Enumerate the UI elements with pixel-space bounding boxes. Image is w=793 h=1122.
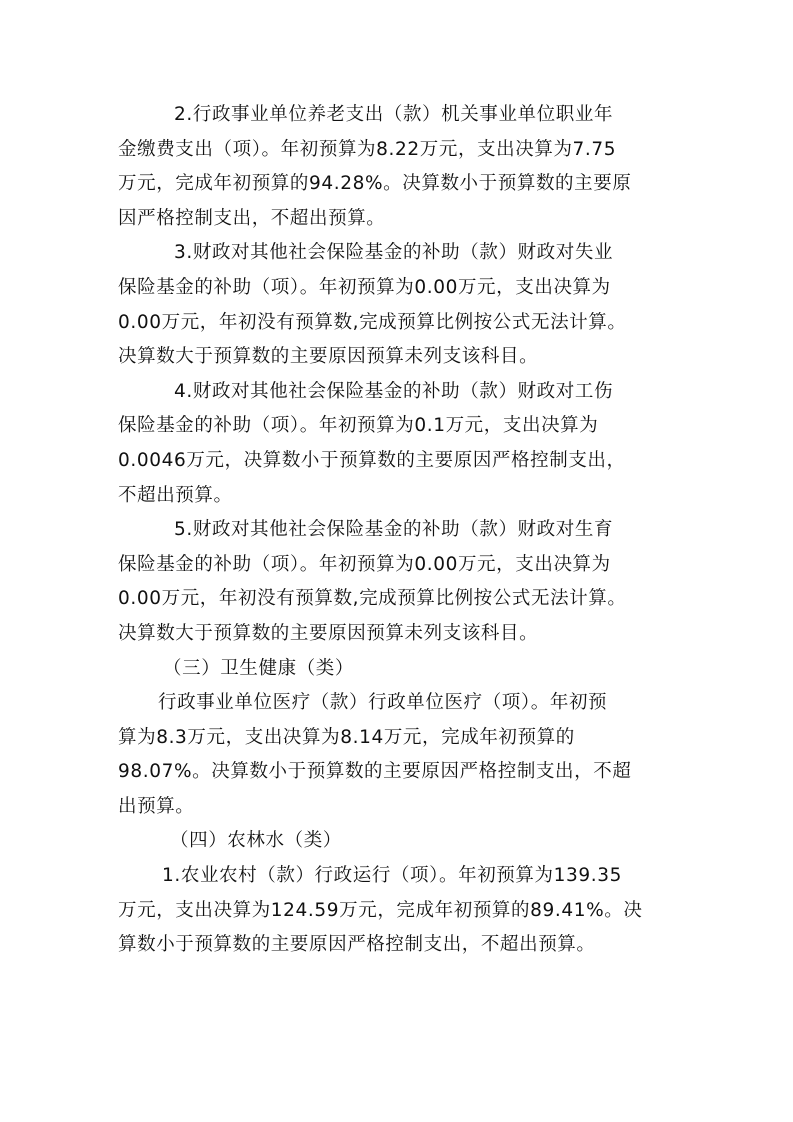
text-line: 保险基金的补助（项）。年初预算为0.1万元，支出决算为 [118, 415, 599, 437]
text-line: 决算数大于预算数的主要原因预算未列支该科目。 [118, 346, 539, 368]
text-line: 金缴费支出（项）。年初预算为8.22万元，支出决算为7.75 [118, 138, 617, 160]
paragraph-maternity [118, 513, 678, 651]
text-line: 万元，支出决算为124.59万元，完成年初预算的89.41%。决 [118, 899, 643, 921]
document-page [118, 98, 678, 963]
paragraph-unemployment [118, 236, 678, 374]
paragraph-pension [118, 98, 678, 236]
text-line: 行政事业单位医疗（款）行政单位医疗（项）。年初预 [158, 692, 608, 714]
heading-health [118, 652, 678, 687]
text-line: 万元，完成年初预算的94.28%。决算数小于预算数的主要原 [118, 173, 632, 195]
section-heading: （四）农林水（类） [170, 830, 342, 852]
text-line: 2.行政事业单位养老支出（款）机关事业单位职业年 [174, 104, 614, 125]
text-line: 决算数大于预算数的主要原因预算未列支该科目。 [118, 622, 539, 644]
paragraph-health [118, 686, 678, 824]
text-line: 5.财政对其他社会保险基金的补助（款）财政对生育 [174, 519, 614, 541]
text-line: 0.0046万元，决算数小于预算数的主要原因严格控制支出， [118, 449, 626, 471]
text-line: 3.财政对其他社会保险基金的补助（款）财政对失业 [174, 242, 614, 264]
section-heading: （三）卫生健康（类） [163, 657, 355, 679]
text-line: 4.财政对其他社会保险基金的补助（款）财政对工伤 [174, 380, 614, 402]
text-line: 不超出预算。 [118, 484, 233, 506]
text-line: 保险基金的补助（项）。年初预算为0.00万元，支出决算为 [118, 276, 611, 298]
text-line: 0.00万元，年初没有预算数,完成预算比例按公式无法计算。 [118, 311, 627, 333]
text-line: 算为8.3万元，支出决算为8.14万元，完成年初预算的 [118, 726, 575, 748]
text-line: 算数小于预算数的主要原因严格控制支出，不超出预算。 [118, 934, 596, 956]
text-line: 1.农业农村（款）行政运行（项）。年初预算为139.35 [162, 865, 622, 887]
text-line: 出预算。 [118, 795, 195, 817]
text-line: 因严格控制支出，不超出预算。 [118, 207, 386, 229]
text-line: 98.07%。决算数小于预算数的主要原因严格控制支出，不超 [118, 761, 632, 783]
paragraph-injury [118, 375, 678, 513]
text-line: 0.00万元，年初没有预算数,完成预算比例按公式无法计算。 [118, 588, 627, 610]
text-line: 保险基金的补助（项）。年初预算为0.00万元，支出决算为 [118, 553, 611, 575]
paragraph-agri [118, 859, 678, 963]
heading-agri [118, 824, 678, 859]
